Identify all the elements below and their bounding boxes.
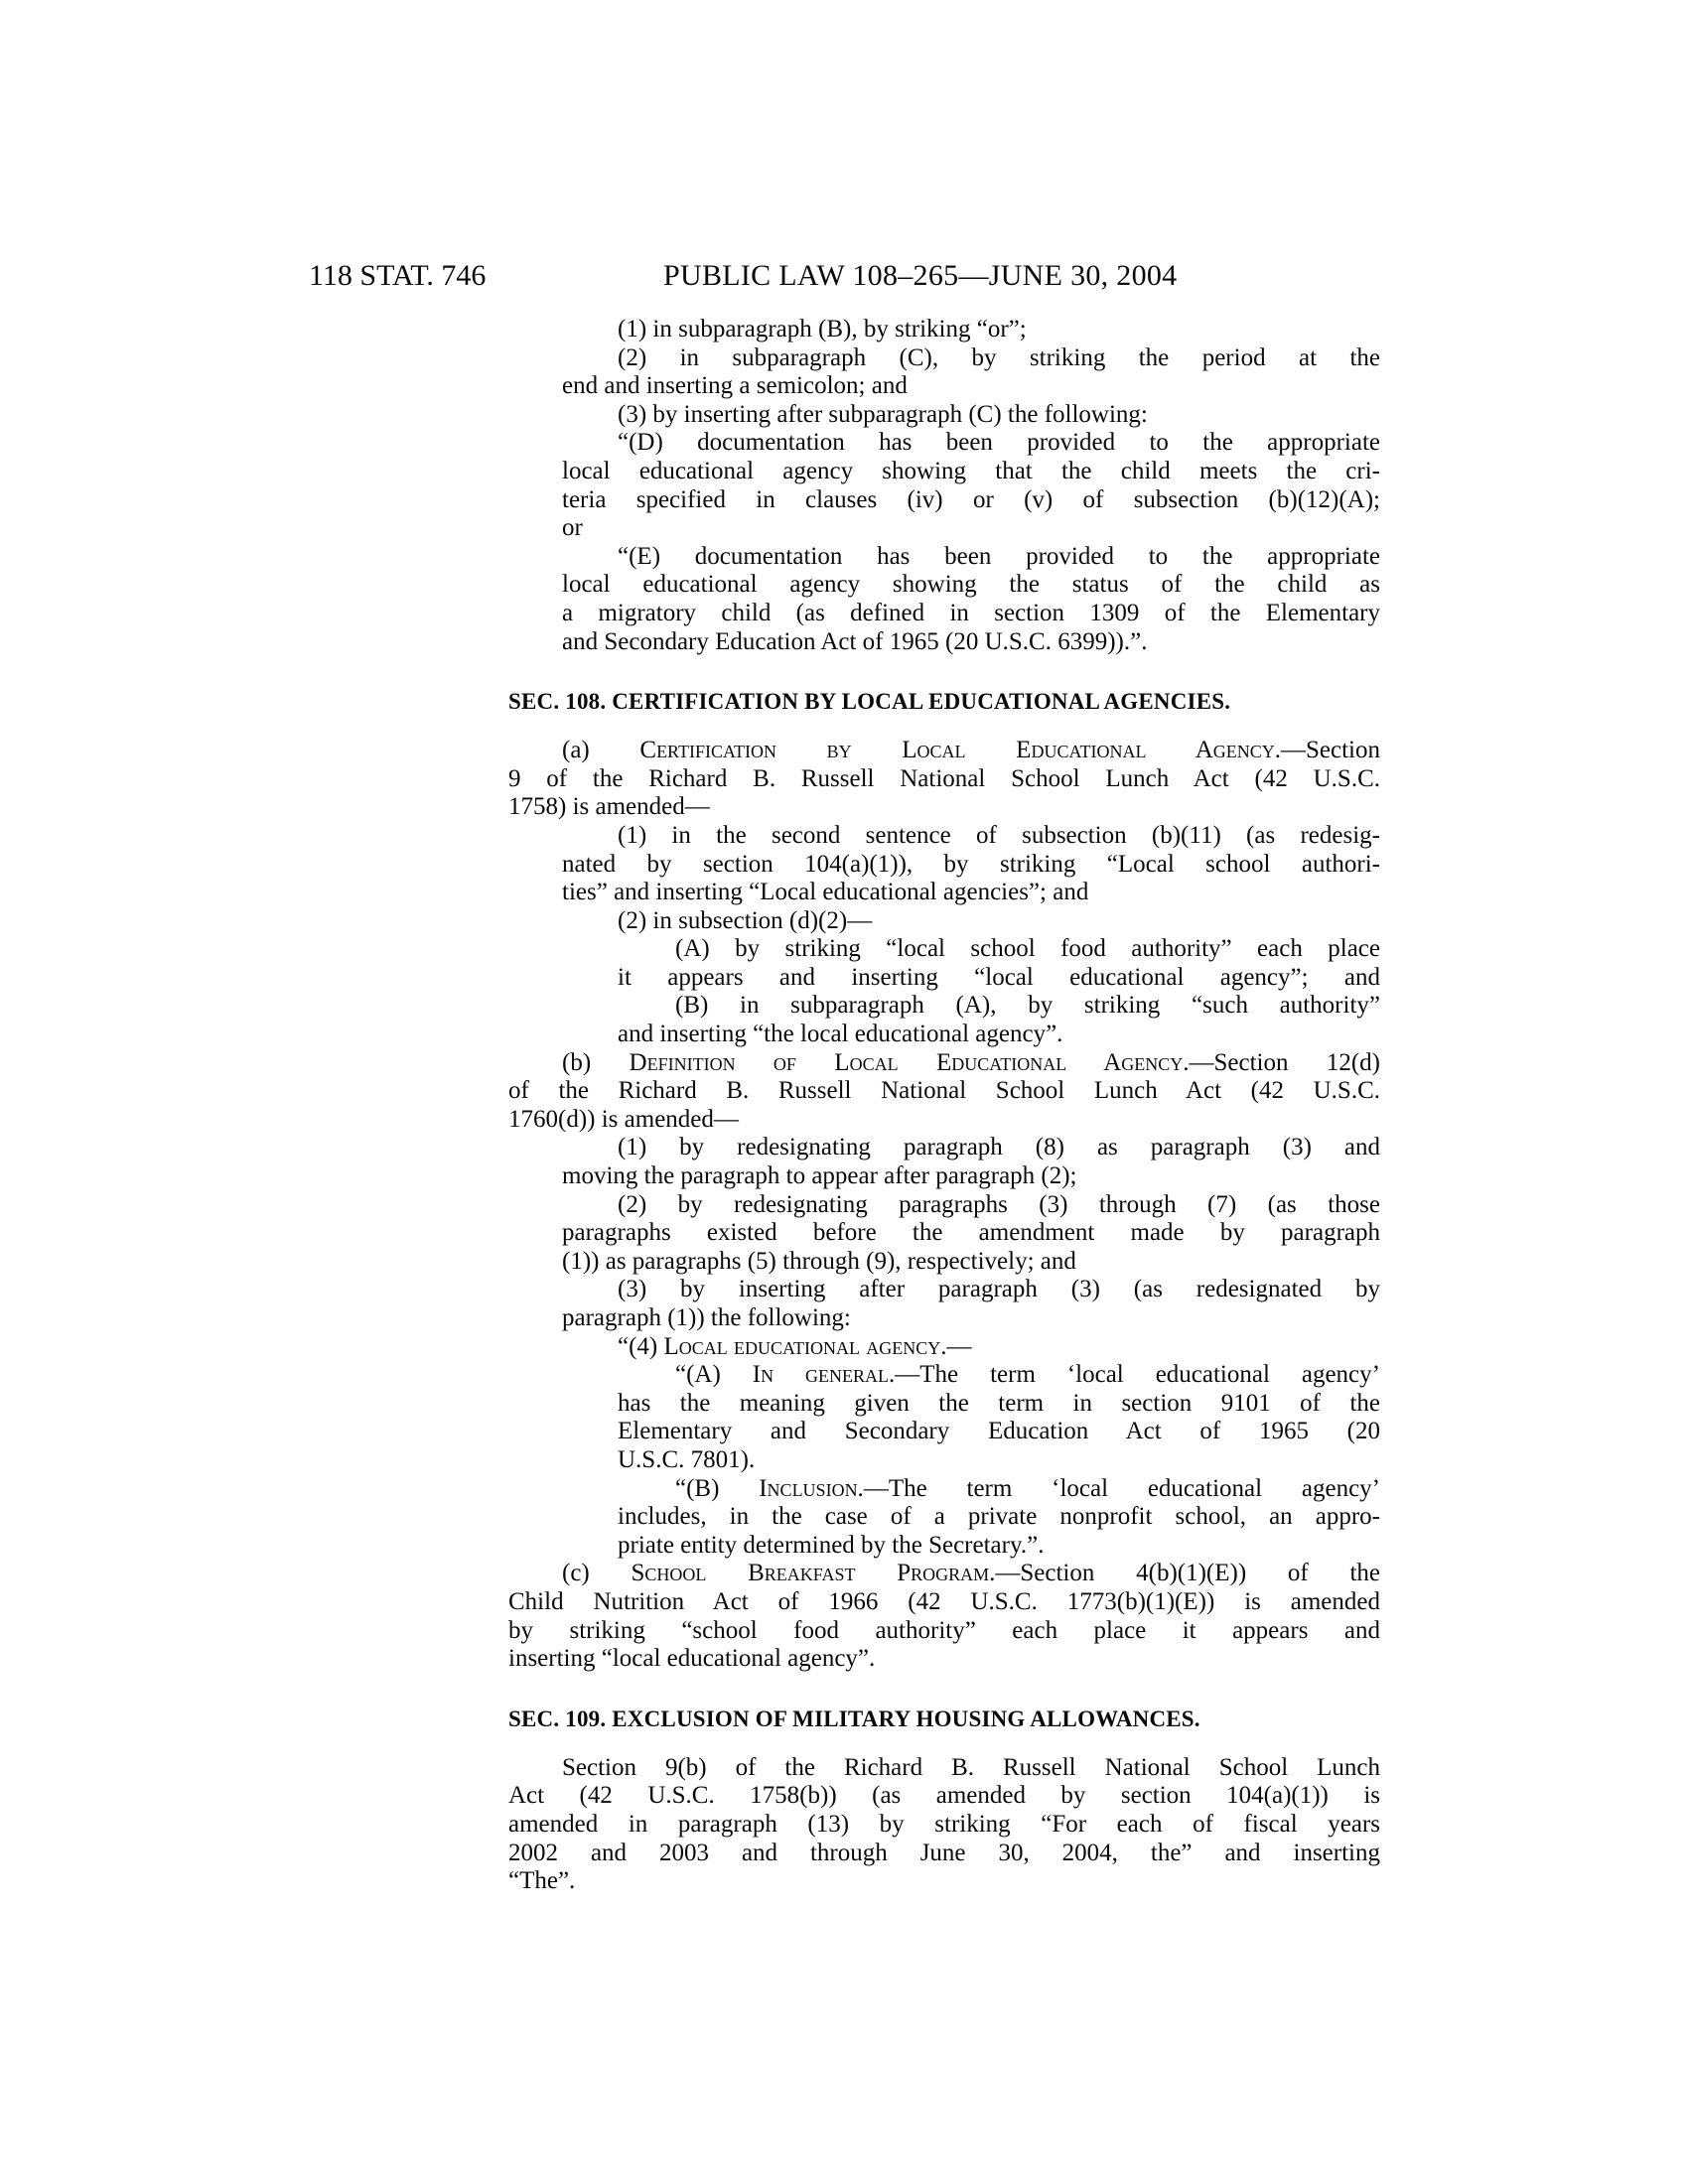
text-line: (1) in the second sentence of subsection (b)(11) (as redesig- [618, 821, 1380, 849]
text-line: “(A) In general.—The term ‘local educational agency’ [675, 1361, 1380, 1389]
text-line: inserting “local educational agency”. [508, 1645, 876, 1673]
text-line: a migratory child (as defined in section 1309 of the Elementary [562, 599, 1380, 626]
text-line: or [562, 514, 583, 542]
section-heading-108: SEC. 108. CERTIFICATION BY LOCAL EDUCATIONAL AGENCIES. [508, 689, 1231, 715]
text-line: 1758) is amended— [508, 793, 710, 821]
text-line: (2) in subsection (d)(2)— [618, 906, 873, 934]
amendment-clauses-block [508, 316, 1380, 656]
page-header [0, 259, 1688, 295]
text-line: (3) by inserting after subparagraph (C) the following: [618, 400, 1148, 428]
text-line: (1) by redesignating paragraph (8) as paragraph (3) and [618, 1134, 1380, 1161]
text-line: teria specified in clauses (iv) or (v) of subsection (b)(12)(A); [562, 485, 1380, 513]
text-line: (b) Definition of Local Educational Agency.—Section 12(d) [562, 1048, 1381, 1076]
text-column [508, 316, 1380, 1896]
text-line: (2) by redesignating paragraphs (3) through (7) (as those [618, 1190, 1380, 1218]
text-line: ties” and inserting “Local educational agencies”; and [562, 879, 1089, 906]
text-line: Act (42 U.S.C. 1758(b)) (as amended by section 104(a)(1)) is [508, 1782, 1380, 1810]
text-line: (1)) as paragraphs (5) through (9), respectively; and [562, 1247, 1076, 1275]
text-line: “(4) Local educational agency.— [618, 1332, 972, 1360]
text-line: 9 of the Richard B. Russell National School Lunch Act (42 U.S.C. [508, 764, 1380, 792]
text-line: amended in paragraph (13) by striking “For each of fiscal years [508, 1810, 1380, 1838]
text-line: paragraph (1)) the following: [562, 1304, 851, 1331]
text-line: paragraphs existed before the amendment made by paragraph [562, 1219, 1380, 1247]
text-line: (A) by striking “local school food authority” each place [675, 935, 1380, 963]
section-109-body [508, 1754, 1380, 1896]
text-line: end and inserting a semicolon; and [562, 372, 908, 400]
text-line: local educational agency showing the status of the child as [562, 571, 1380, 599]
text-line: (2) in subparagraph (C), by striking the period at the [618, 343, 1380, 371]
text-line: (3) by inserting after paragraph (3) (as redesignated by [618, 1276, 1380, 1303]
text-line: and inserting “the local educational agency”. [618, 1021, 1063, 1048]
text-line: nated by section 104(a)(1)), by striking “Local school authori- [562, 850, 1380, 878]
text-line: “(B) Inclusion.—The term ‘local educational agency’ [675, 1474, 1380, 1502]
text-line: “(D) documentation has been provided to the appropriate [618, 429, 1380, 457]
text-line: priate entity determined by the Secretary.”. [618, 1531, 1045, 1559]
text-line: 1760(d)) is amended— [508, 1105, 739, 1133]
running-head-law-title: PUBLIC LAW 108–265—JUNE 30, 2004 [663, 259, 1178, 292]
text-line: it appears and inserting “local educational agency”; and [618, 963, 1380, 991]
stat-page-number: 118 STAT. 746 [309, 259, 487, 292]
section-heading-109: SEC. 109. EXCLUSION OF MILITARY HOUSING ALLOWANCES. [508, 1706, 1200, 1731]
text-line: Elementary and Secondary Education Act of 1965 (20 [618, 1418, 1380, 1445]
section-108-body [508, 737, 1380, 1674]
text-line: 2002 and 2003 and through June 30, 2004, the” and inserting [508, 1839, 1380, 1866]
text-line: has the meaning given the term in section 9101 of the [618, 1389, 1380, 1417]
text-line: local educational agency showing that the child meets the cri- [562, 457, 1380, 484]
text-line: “(E) documentation has been provided to the appropriate [618, 542, 1380, 570]
text-line: (B) in subparagraph (A), by striking “such authority” [675, 992, 1380, 1020]
text-line: (1) in subparagraph (B), by striking “or”; [618, 316, 1027, 342]
text-line: Child Nutrition Act of 1966 (42 U.S.C. 1773(b)(1)(E)) is amended [508, 1587, 1380, 1615]
text-line: (c) School Breakfast Program.—Section 4(b)(1)(E)) of the [562, 1560, 1380, 1587]
text-line: of the Richard B. Russell National School Lunch Act (42 U.S.C. [508, 1077, 1380, 1105]
text-line: by striking “school food authority” each place it appears and [508, 1616, 1380, 1644]
text-line: (a) Certification by Local Educational Agency.—Section [562, 737, 1380, 764]
text-line: and Secondary Education Act of 1965 (20 U.S.C. 6399)).”. [562, 627, 1148, 655]
text-line: “The”. [508, 1867, 576, 1895]
text-line: includes, in the case of a private nonprofit school, an appro- [618, 1503, 1380, 1531]
text-line: Section 9(b) of the Richard B. Russell National School Lunch [562, 1753, 1380, 1781]
text-line: U.S.C. 7801). [618, 1445, 756, 1473]
text-line: moving the paragraph to appear after paragraph (2); [562, 1162, 1077, 1190]
